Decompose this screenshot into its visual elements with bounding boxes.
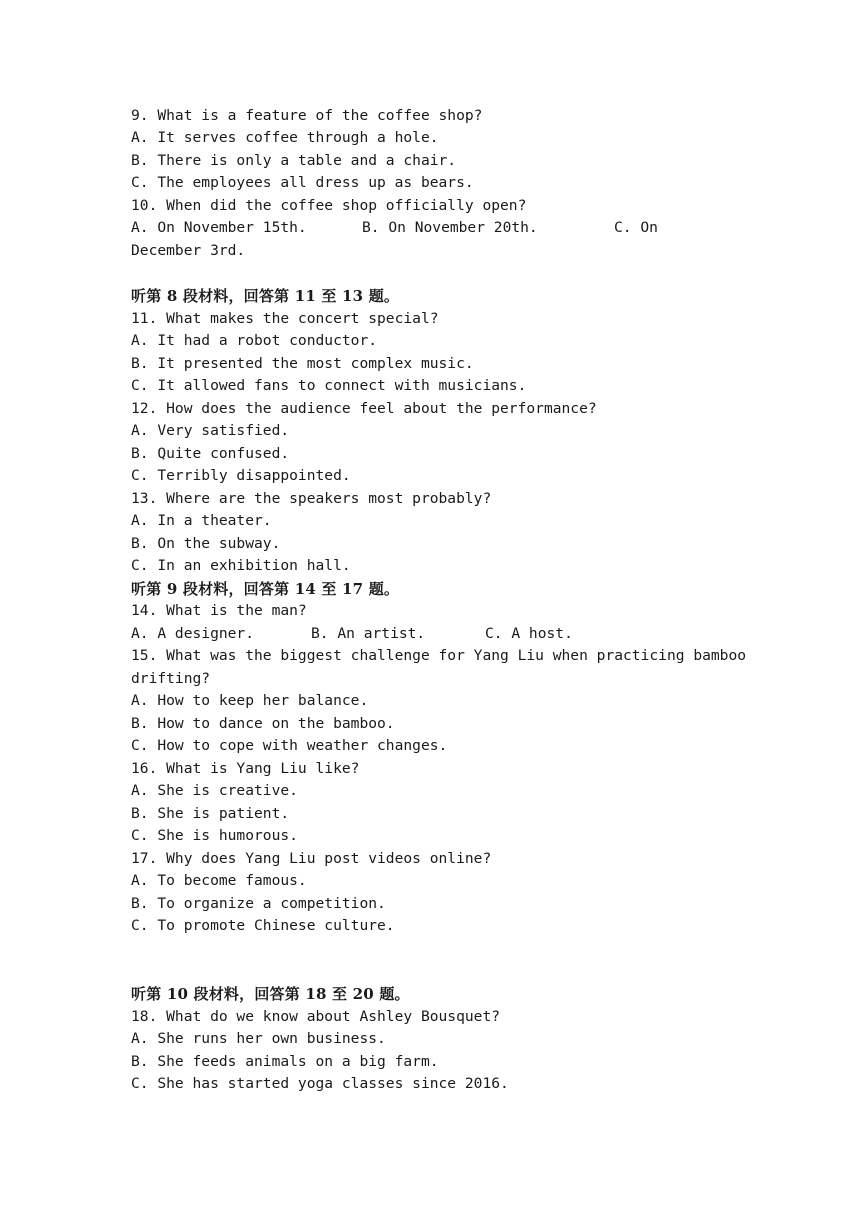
question-17-option-b: B. To organize a competition. (131, 895, 386, 912)
question-9-option-b: B. There is only a table and a chair. (131, 152, 457, 169)
question-18-option-c: C. She has started yoga classes since 2016. (131, 1075, 509, 1092)
question-10-option-a: A. On November 15th. (131, 219, 307, 236)
question-17-option-a: A. To become famous. (131, 872, 307, 889)
question-17-option-c: C. To promote Chinese culture. (131, 917, 395, 934)
question-12-option-a: A. Very satisfied. (131, 422, 290, 439)
question-14-option-a: A. A designer. (131, 625, 255, 642)
question-16-stem: 16. What is Yang Liu like? (131, 760, 360, 777)
question-14-option-b: B. An artist. (311, 625, 426, 642)
question-17-stem: 17. Why does Yang Liu post videos online? (131, 850, 492, 867)
question-12-stem: 12. How does the audience feel about the performance? (131, 400, 597, 417)
question-9-stem: 9. What is a feature of the coffee shop? (131, 107, 483, 124)
question-16-option-b: B. She is patient. (131, 805, 290, 822)
question-16-option-a: A. She is creative. (131, 782, 298, 799)
question-11-option-c: C. It allowed fans to connect with musicians. (131, 377, 527, 394)
question-15-option-b: B. How to dance on the bamboo. (131, 715, 395, 732)
question-15-stem-continued: drifting? (131, 670, 211, 687)
question-9-option-c: C. The employees all dress up as bears. (131, 174, 474, 191)
section-heading-8: 听第 8 段材料，回答第 11 至 13 题。 (131, 287, 400, 305)
question-10-option-b: B. On November 20th. (362, 219, 538, 236)
question-14-stem: 14. What is the man? (131, 602, 307, 619)
question-11-option-b: B. It presented the most complex music. (131, 355, 474, 372)
question-13-option-b: B. On the subway. (131, 535, 281, 552)
question-13-stem: 13. Where are the speakers most probably? (131, 490, 492, 507)
question-15-stem: 15. What was the biggest challenge for Yang Liu when practicing bamboo (131, 647, 747, 664)
question-14-option-c: C. A host. (485, 625, 573, 642)
question-9-option-a: A. It serves coffee through a hole. (131, 129, 439, 146)
question-18-option-b: B. She feeds animals on a big farm. (131, 1053, 439, 1070)
question-15-option-c: C. How to cope with weather changes. (131, 737, 448, 754)
question-10-option-c-continued: December 3rd. (131, 242, 246, 259)
question-10-stem: 10. When did the coffee shop officially open? (131, 197, 527, 214)
question-11-stem: 11. What makes the concert special? (131, 310, 439, 327)
question-13-option-a: A. In a theater. (131, 512, 272, 529)
question-10-option-c: C. On (614, 219, 658, 236)
question-11-option-a: A. It had a robot conductor. (131, 332, 378, 349)
question-15-option-a: A. How to keep her balance. (131, 692, 369, 709)
question-16-option-c: C. She is humorous. (131, 827, 298, 844)
question-12-option-b: B. Quite confused. (131, 445, 290, 462)
question-18-stem: 18. What do we know about Ashley Bousquet? (131, 1008, 501, 1025)
question-13-option-c: C. In an exhibition hall. (131, 557, 351, 574)
question-18-option-a: A. She runs her own business. (131, 1030, 386, 1047)
section-heading-9: 听第 9 段材料，回答第 14 至 17 题。 (131, 580, 400, 598)
question-12-option-c: C. Terribly disappointed. (131, 467, 351, 484)
section-heading-10: 听第 10 段材料，回答第 18 至 20 题。 (131, 985, 410, 1003)
